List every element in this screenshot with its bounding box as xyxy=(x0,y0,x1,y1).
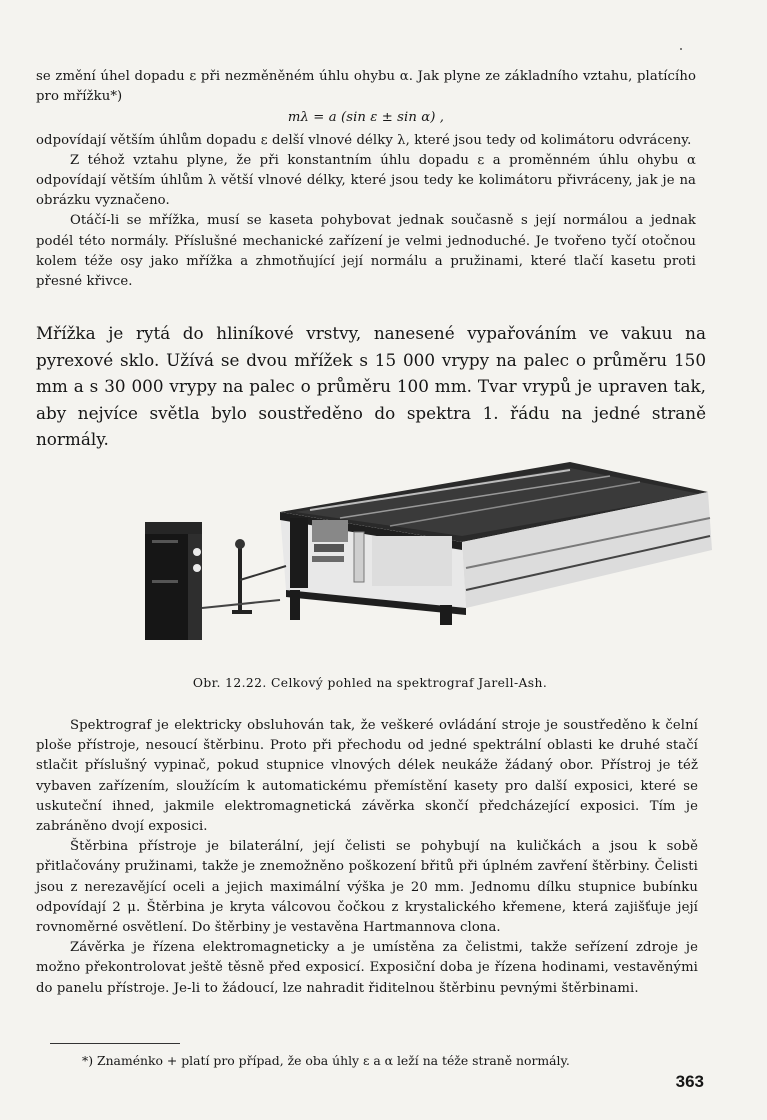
spectrograph-illustration xyxy=(140,440,720,645)
footnote-divider xyxy=(50,1043,180,1044)
paragraph-conclusion-1: odpovídají větším úhlům dopadu ε delší vlnové délky λ, které jsou tedy od kolimátoru odvráceny. xyxy=(36,132,692,148)
paragraph-mechanism: Otáčí-li se mřížka, musí se kaseta pohybovat jednak současně s její normálou a jednak podél této normály. Příslušné mechanické zařízení je velmi jednoduché. Je tvořeno tyčí otočnou kolem téže osy jako mřížka a zhmotňující její normálu a pružinami, které tlačí kasetu proti přesné křivce. xyxy=(36,213,696,290)
grating-equation: mλ = a (sin ε ± sin α) , xyxy=(287,110,445,126)
footnote: *) Znaménko + platí pro případ, že oba úhly ε a α leží na téže straně normály. xyxy=(82,1053,570,1068)
bottom-text-section xyxy=(36,716,698,999)
paragraph-shutter: Závěrka je řízena elektromagneticky a je umístěna za čelistmi, takže seřízení zdroje je možno překontrolovat ještě těsně před exposicí. Exposiční doba je řízena hodinami, vestavěnými do panelu přístroje. Je-li to žádoucí, lze nahradit řiditelnou štěrbinu pevnými štěrbinami. xyxy=(36,940,698,996)
spectrograph-photo xyxy=(140,440,720,645)
large-text-section xyxy=(36,320,706,453)
paragraph-intro: se změní úhel dopadu ε při nezměněném úhlu ohybu α. Jak plyne ze základního vztahu, platícího pro mřížku*) xyxy=(36,69,696,105)
top-text-section xyxy=(36,67,696,292)
speck xyxy=(680,48,682,50)
paragraph-conclusion-2: Z téhož vztahu plyne, že při konstantním úhlu dopadu ε a proměnném úhlu ohybu α odpovídají větším úhlům λ větší vlnové délky, které jsou tedy ke kolimátoru přivráceny, jak je na obrázku vyznačeno. xyxy=(36,152,696,209)
figure-caption: Obr. 12.22. Celkový pohled na spektrograf Jarell-Ash. xyxy=(192,676,548,690)
paragraph-slit: Štěrbina přístroje je bilaterální, její čelisti se pohybují na kuličkách a jsou k sobě přitlačovány pružinami, takže je znemožněno poškození břitů při úplném zavření štěrbiny. Čelisti jsou z nerezavějící oceli a jejich maximální výška je 20 mm. Jednomu dílku stupnice bubínku odpovídají 2 μ. Štěrbina je kryta válcovou čočkou z krystalického křemene, která zajišťuje její rovnoměrné osvětlení. Do štěrbiny je vestavěna Hartmannova clona. xyxy=(36,839,698,936)
page-number: 363 xyxy=(675,1072,704,1091)
paragraph-operation: Spektrograf je elektricky obsluhován tak, že veškeré ovládání stroje je soustředěno k čelní ploše přístroje, nesoucí štěrbinu. Proto při přechodu od jedné spektrální oblasti ke druhé stačí stlačit příslušný vypinač, pokud stupnice vlnových délek neukáže žádaný obor. Přístroj je též vybaven zařízením, sloužícím k automatickému přemístění kasety pro další exposici, které se uskuteční ihned, jakmile elektromagnetická závěrka skončí předcházející exposici. Tím je zabráněno dvojí exposici. xyxy=(36,718,698,835)
paragraph-grating-description: Mřížka je rytá do hliníkové vrstvy, nanesené vypařováním ve vakuu na pyrexové sklo. Užívá se dvou mřížek s 15 000 vrypy na palec o průměru 150 mm a s 30 000 vrypy na palec o průměru 100 mm. Tvar vrypů je upraven tak, aby nejvíce světla bylo soustředěno do spektra 1. řádu na jedné straně normály. xyxy=(36,323,706,449)
